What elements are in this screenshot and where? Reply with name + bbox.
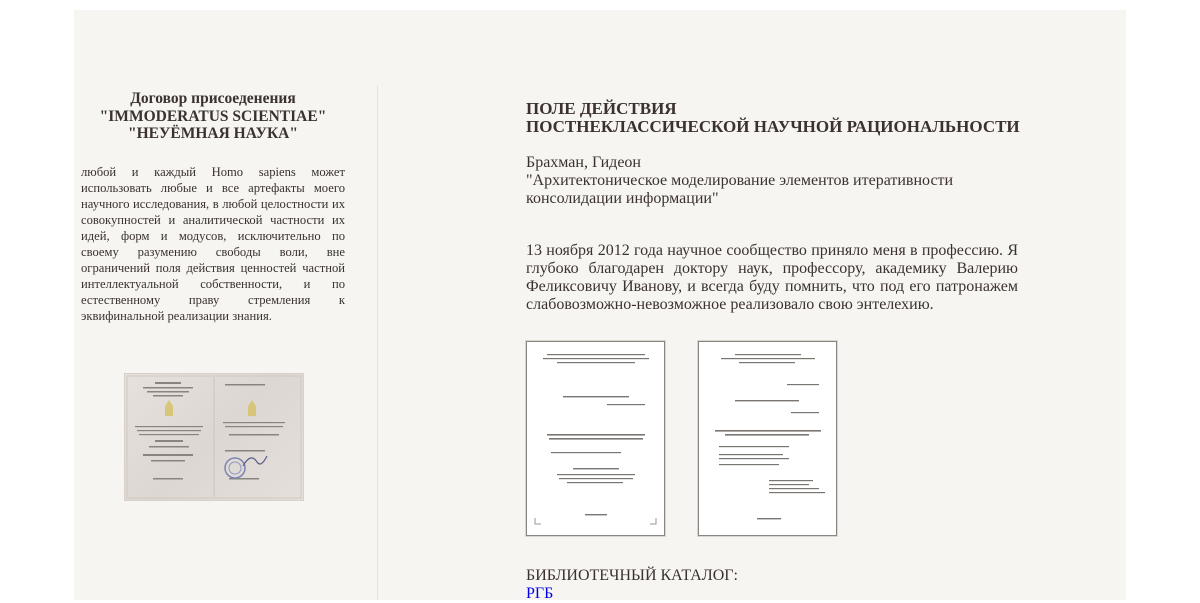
dissertation-title-page-thumbnail[interactable] — [526, 341, 665, 536]
statement-text: 13 ноября 2012 года научное сообщество приняло меня в профессию. Я глубоко благодарен доктору наук, профессору, академику Валерию Феликсовичу Иванову, и всегда буду помнить, что под его патронажем слабовозможно-невозможное реализовало свою энтелехию. — [526, 242, 1018, 313]
library-catalog — [526, 567, 738, 603]
page-panel — [74, 10, 1126, 600]
agreement-title-line: "НЕУЁМНАЯ НАУКА" — [128, 125, 298, 142]
agreement-title-line: Договор присоеденения — [130, 90, 296, 107]
author-name: Брахман, Гидеон — [526, 154, 641, 171]
catalog-label: БИБЛИОТЕЧНЫЙ КАТАЛОГ: — [526, 567, 738, 584]
left-column — [81, 90, 345, 324]
autoreferat-title-page-thumbnail[interactable] — [698, 341, 837, 536]
agreement-title — [81, 90, 345, 143]
work-title-line: "Архитектоническое моделирование элементов итеративности — [526, 172, 954, 189]
diploma-image[interactable] — [124, 373, 304, 501]
work-title-line: консолидации информации" — [526, 190, 719, 207]
work-title — [526, 172, 1018, 208]
section-title-line: ПОЛЕ ДЕЙСТВИЯ — [526, 99, 677, 118]
right-column — [526, 100, 1018, 314]
section-title — [526, 100, 1018, 136]
column-divider — [377, 85, 378, 600]
catalog-link-rgb[interactable]: РГБ — [526, 585, 554, 602]
agreement-title-line: "IMMODERATUS SCIENTIAE" — [99, 107, 327, 125]
agreement-text: любой и каждый Homo sapiens может использовать любые и все артефакты моего научного исследования, в любой целостности их совокупностей и аналитической частности их идей, форм и модусов, исключительно по своему разумению свободы воли, вне ограничений поля действия ценностей частной интеллектуальной собственности, и по естественному праву стремления к эквифинальной реализации знания. — [81, 164, 345, 323]
section-title-line: ПОСТНЕКЛАССИЧЕСКОЙ НАУЧНОЙ РАЦИОНАЛЬНОСТИ — [526, 117, 1020, 136]
